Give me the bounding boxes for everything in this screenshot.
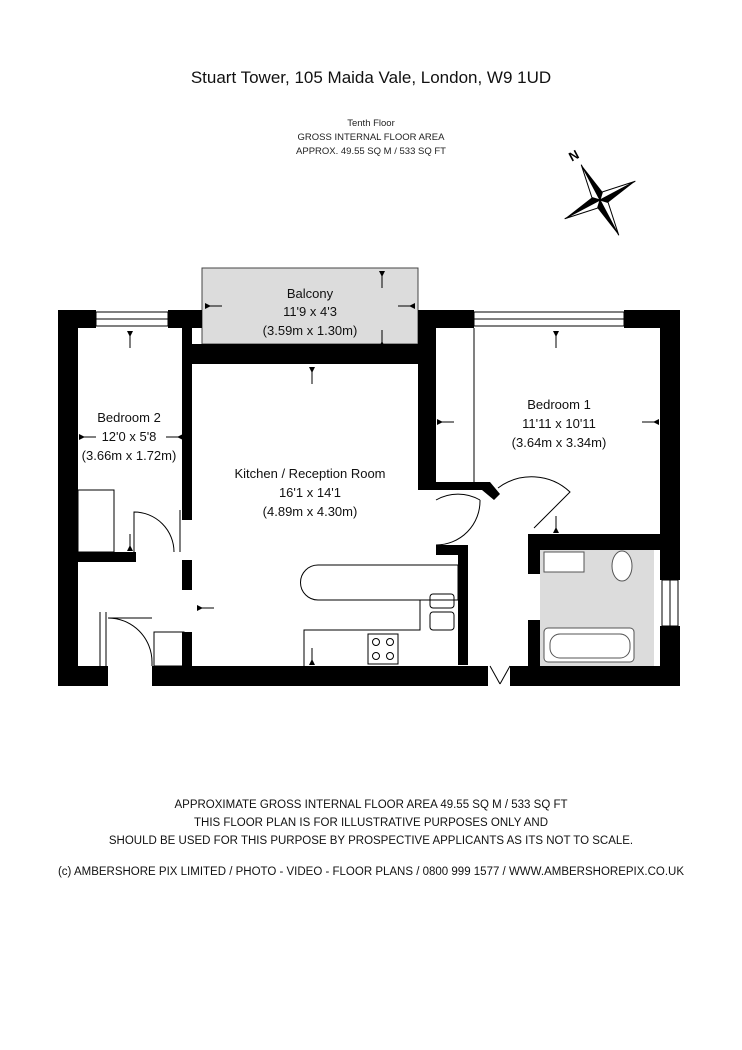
disclaimer-line-1: APPROXIMATE GROSS INTERNAL FLOOR AREA 49.55 SQ M / 533 SQ FT: [174, 799, 568, 811]
balcony-imperial: 11'9 x 4'3: [283, 304, 337, 319]
kitchen-metric: (4.89m x 4.30m): [262, 504, 358, 519]
area-value: APPROX. 49.55 SQ M / 533 SQ FT: [296, 146, 446, 157]
disclaimer: [0, 796, 742, 850]
bedroom2-name: Bedroom 2: [97, 410, 161, 425]
bedroom1-metric: (3.64m x 3.34m): [511, 435, 607, 450]
kitchen-imperial: 16'1 x 14'1: [278, 485, 342, 500]
north-arrow-compass-icon: [546, 146, 654, 254]
credit-line: (c) AMBERSHORE PIX LIMITED / PHOTO - VIDEO - FLOOR PLANS / 0800 999 1577 / WWW.AMBERSHOREPIX.CO.UK: [57, 866, 685, 878]
page-title: Stuart Tower, 105 Maida Vale, London, W9 1UD: [190, 68, 552, 87]
bedroom1-name: Bedroom 1: [527, 397, 591, 412]
balcony-name: Balcony: [286, 286, 334, 301]
kitchen-name: Kitchen / Reception Room: [234, 466, 386, 481]
room-bedroom1-label: [512, 397, 607, 450]
floor-level: Tenth Floor: [347, 118, 395, 129]
bedroom1-imperial: 11'11 x 10'11: [522, 416, 596, 431]
compass-north-label: N: [566, 146, 582, 165]
balcony-metric: (3.59m x 1.30m): [262, 323, 358, 338]
room-kitchen-label: [234, 466, 385, 519]
disclaimer-line-3: SHOULD BE USED FOR THIS PURPOSE BY PROSPECTIVE APPLICANTS AS ITS NOT TO SCALE.: [108, 835, 634, 847]
bedroom2-metric: (3.66m x 1.72m): [81, 448, 177, 463]
bedroom2-imperial: 12'0 x 5'8: [101, 429, 157, 444]
area-heading: GROSS INTERNAL FLOOR AREA: [297, 132, 445, 143]
disclaimer-line-2: THIS FLOOR PLAN IS FOR ILLUSTRATIVE PURPOSES ONLY AND: [193, 817, 549, 829]
